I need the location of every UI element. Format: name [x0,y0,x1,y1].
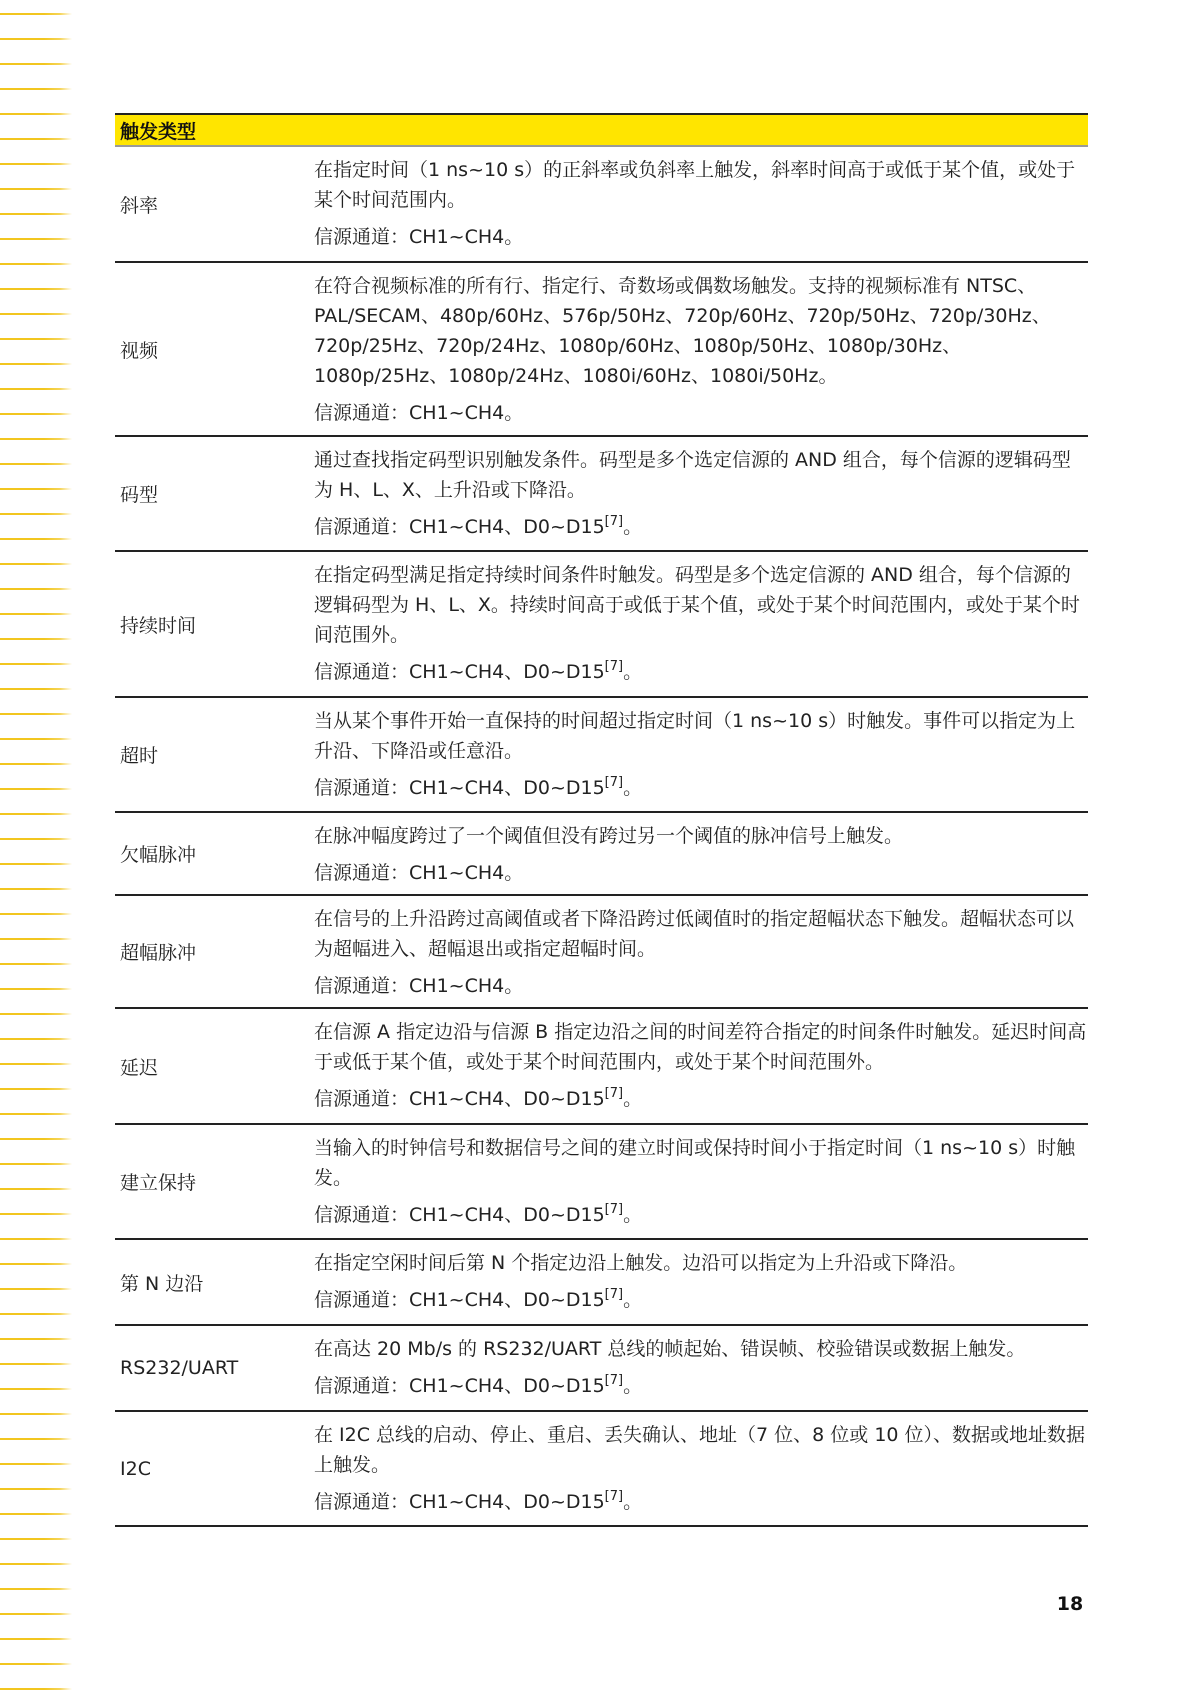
table-row [115,1326,1088,1412]
table-row [115,437,1088,552]
source-prefix: 信源通道： [314,1289,410,1311]
row-description: 在指定码型满足指定持续时间条件时触发。码型是多个选定信源的 AND 组合，每个信源的逻辑码型为 H、L、X。持续时间高于或低于某个值，或处于某个时间范围内，或处于某个时间范围外。 [314,564,1080,646]
row-label: I2C [120,1457,151,1480]
footnote-ref: [7] [604,658,624,674]
footnote-ref: [7] [604,774,624,790]
source-value: CH1~CH4、D0~D15 [409,1491,605,1513]
source-prefix: 信源通道： [314,1088,410,1110]
table-row [115,1240,1088,1326]
row-content [314,1412,1088,1525]
source-channels [314,399,1088,427]
source-channels [314,223,1088,251]
source-value: CH1~CH4、D0~D15 [409,661,605,683]
row-content [314,813,1088,894]
table-header [115,113,1088,147]
source-value: CH1~CH4、D0~D15 [409,1204,605,1226]
source-prefix: 信源通道： [314,1204,410,1226]
row-content [314,1009,1088,1123]
table-row [115,1412,1088,1527]
table-row [115,1009,1088,1125]
row-content [314,147,1088,261]
source-channels: 信源通道：CH1~CH4、D0~D15[7]。 [314,1085,643,1110]
source-channels [314,972,1088,1000]
table-row [115,896,1088,1009]
row-description: 在 I2C 总线的启动、停止、重启、丢失确认、地址（7 位、8 位或 10 位）、数据或地址数据上触发。 [314,1424,1086,1476]
row-label: 延迟 [120,1056,159,1079]
source-prefix: 信源通道： [314,1491,410,1513]
row-description: 在脉冲幅度跨过了一个阈值但没有跨过另一个阈值的脉冲信号上触发。 [314,825,904,847]
row-label: 斜率 [120,194,159,217]
source-prefix: 信源通道： [314,402,410,424]
source-prefix: 信源通道： [314,1375,410,1397]
source-value: CH1~CH4、D0~D15 [409,1375,605,1397]
source-value: CH1~CH4、D0~D15 [409,777,605,799]
source-channels: 信源通道：CH1~CH4、D0~D15[7]。 [314,1488,643,1513]
row-label: 欠幅脉冲 [120,844,197,866]
source-value: CH1~CH4、D0~D15 [409,516,605,538]
margin-stripes-decoration [0,0,72,1696]
footnote-ref: [7] [604,1085,624,1101]
row-description: 在指定时间（1 ns~10 s）的正斜率或负斜率上触发，斜率时间高于或低于某个值，或处于某个时间范围内。 [314,159,1076,211]
footnote-ref: [7] [604,1286,624,1302]
footnote-ref: [7] [604,1488,624,1504]
row-description: 在信号的上升沿跨过高阈值或者下降沿跨过低阈值时的指定超幅状态下触发。超幅状态可以为超幅进入、超幅退出或指定超幅时间。 [314,908,1075,960]
table-row [115,1125,1088,1240]
source-prefix: 信源通道： [314,226,410,248]
footnote-ref: [7] [604,513,624,529]
row-content [314,552,1088,696]
source-value: CH1~CH4。 [409,862,524,884]
source-channels: 信源通道：CH1~CH4、D0~D15[7]。 [314,774,643,799]
table-row [115,147,1088,263]
page-number: 18 [1056,1593,1084,1615]
row-description: 在符合视频标准的所有行、指定行、奇数场或偶数场触发。支持的视频标准有 NTSC、PAL/SECAM、480p/60Hz、576p/50Hz、720p/60Hz、720p/50Hz、720p/30Hz、720p/25Hz、720p/24Hz、1080p/60Hz、1080p/50Hz、1080p/30Hz、1080p/25Hz、1080p/24Hz、1080i/60Hz、1080i/50Hz。 [314,275,1051,387]
source-channels: 信源通道：CH1~CH4、D0~D15[7]。 [314,1286,643,1311]
source-prefix: 信源通道： [314,975,410,997]
row-content [314,1326,1088,1410]
row-label: 超幅脉冲 [120,942,197,964]
source-channels: 信源通道：CH1~CH4、D0~D15[7]。 [314,658,643,683]
row-label: RS232/UART [120,1357,239,1379]
row-content [314,437,1088,550]
table-row [115,552,1088,698]
row-label: 视频 [120,339,159,362]
row-description: 在指定空闲时间后第 N 个指定边沿上触发。边沿可以指定为上升沿或下降沿。 [314,1252,968,1274]
source-value: CH1~CH4、D0~D15 [409,1289,605,1311]
source-value: CH1~CH4、D0~D15 [409,1088,605,1110]
footnote-ref: [7] [604,1201,624,1217]
source-channels: 信源通道：CH1~CH4、D0~D15[7]。 [314,513,643,538]
row-content [314,1125,1088,1238]
row-content [314,698,1088,811]
source-channels: 信源通道：CH1~CH4、D0~D15[7]。 [314,1201,643,1226]
row-content [314,1240,1088,1324]
source-prefix: 信源通道： [314,777,410,799]
row-label: 第 N 边沿 [120,1272,204,1295]
table-row [115,263,1088,437]
row-description: 当从某个事件开始一直保持的时间超过指定时间（1 ns~10 s）时触发。事件可以指定为上升沿、下降沿或任意沿。 [314,710,1076,762]
row-description: 在高达 20 Mb/s 的 RS232/UART 总线的帧起始、错误帧、校验错误或数据上触发。 [314,1338,1026,1360]
row-label: 持续时间 [120,614,197,637]
source-prefix: 信源通道： [314,862,410,884]
row-description: 通过查找指定码型识别触发条件。码型是多个选定信源的 AND 组合，每个信源的逻辑码型为 H、L、X、上升沿或下降沿。 [314,449,1071,501]
source-prefix: 信源通道： [314,661,410,683]
table-row [115,698,1088,813]
source-value: CH1~CH4。 [409,402,524,424]
row-content [314,263,1088,435]
source-value: CH1~CH4。 [409,975,524,997]
source-channels: 信源通道：CH1~CH4、D0~D15[7]。 [314,1372,643,1397]
source-channels [314,859,1088,887]
table-header-label: 触发类型 [120,120,197,143]
source-prefix: 信源通道： [314,516,410,538]
row-label: 码型 [120,484,159,506]
row-description: 在信源 A 指定边沿与信源 B 指定边沿之间的时间差符合指定的时间条件时触发。延迟时间高于或低于某个值，或处于某个时间范围内，或处于某个时间范围外。 [314,1021,1087,1073]
source-value: CH1~CH4。 [409,226,524,248]
row-label: 建立保持 [120,1172,197,1194]
row-description: 当输入的时钟信号和数据信号之间的建立时间或保持时间小于指定时间（1 ns~10 s）时触发。 [314,1137,1076,1189]
footnote-ref: [7] [604,1372,624,1388]
trigger-type-table [115,113,1088,1527]
row-content [314,896,1088,1007]
row-label: 超时 [120,745,159,767]
table-row [115,813,1088,896]
